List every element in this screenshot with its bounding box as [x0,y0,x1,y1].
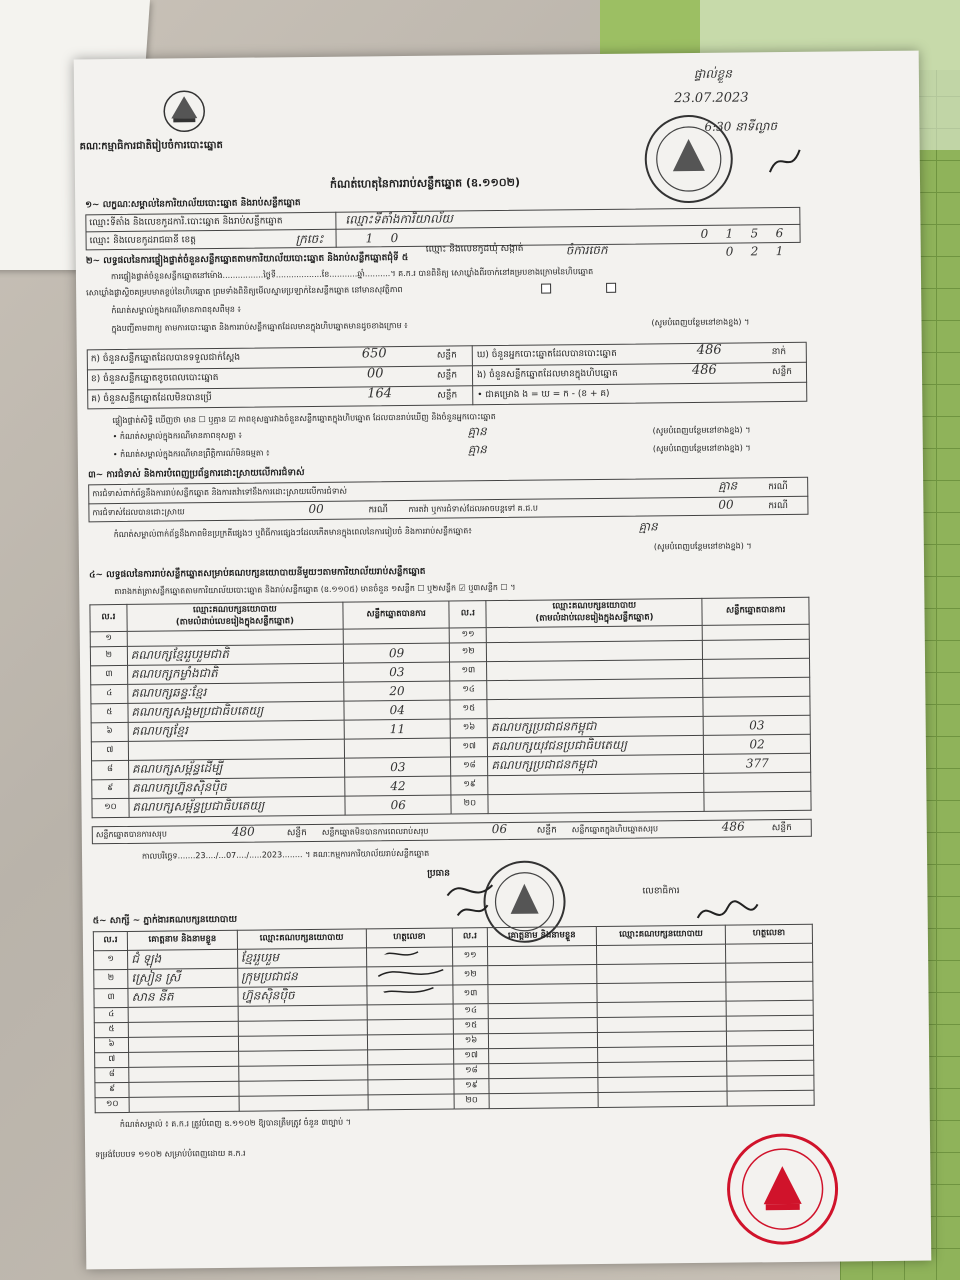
w-col-sig: ហត្ថលេខា [366,928,453,948]
table-cell [489,1078,599,1094]
table-cell [726,981,813,1001]
table-cell [487,946,597,966]
w-col-name: គោត្តនាម និងនាមខ្លួន [128,930,238,950]
section2-p6: • កំណត់សម្គាល់ក្នុងករណីមានភាពខុសគ្នា ៖ [112,430,243,442]
count-d-label: ឃ) ចំនួនអ្នកបោះឆ្នោតដែលបានបោះឆ្នោត [476,348,617,361]
table-cell: 11 [344,719,451,739]
table-cell [343,628,450,644]
table-cell: ២ [90,646,127,665]
commune-code-2: 1 [775,244,784,259]
col-party-header-right [486,598,702,627]
handwritten-time: 6:30 នាទីល្ងាច [704,119,778,134]
table-cell: ៣ [94,988,128,1007]
table-cell: ១៤ [450,681,487,700]
table-cell [238,1050,367,1066]
table-cell: គណបក្សខ្មែរ [128,720,344,741]
objection-row2b-unit: ករណី [768,501,789,512]
table-cell [597,1016,726,1032]
secretary-label: លេខាធិការ [642,886,680,897]
section4-heading: ៤~ លទ្ធផលនៃការរាប់សន្លឹកឆ្នោតសម្រាប់គណបក្សនយោបាយនីមួយៗតាមការិយាល័យរាប់សន្លឹកឆ្នោត [89,566,426,581]
table-cell: ១ [90,631,127,646]
table-cell [488,1003,598,1019]
table-cell: គណបក្សហ្វ៊ុនស៊ិនប៉ិច [129,777,345,798]
commune-value: ចំការចេក [565,242,608,258]
section3-note: កំណត់សម្គាល់ពាក់ព័ន្ធនឹងភាពមិនប្រក្រតីផ្សេងៗ ឬពិធីការផ្សេងៗដែលកើតមានក្នុងពេលនៃការរៀបចំ និងការរាប់សន្លឹកឆ្នោត៖ [113,526,472,540]
table-cell: ៨ [92,760,129,779]
table-cell: ៣ [91,665,128,684]
table-cell [488,1048,598,1064]
table-cell [727,1060,814,1076]
table-cell: 03 [343,662,450,682]
objection-row1-value: គ្មាន [718,478,738,493]
table-cell [488,773,704,794]
table-cell: ៥ [91,703,128,722]
count-a-unit: សន្លឹក [436,350,457,361]
table-cell [487,965,597,985]
section3-hint: (សូមបំពេញបន្ថែមនៅខាងខ្នង) ។ [653,541,752,552]
table-cell: 377 [704,753,811,773]
total-box-unit: សន្លឹក [771,822,792,834]
table-cell [598,1046,727,1062]
table-cell [726,1000,813,1016]
office-value: ឈ្មោះទីតាំងការិយាល័យ [345,211,453,227]
table-cell [597,1001,726,1017]
table-cell: 03 [344,757,451,777]
table-cell [597,944,726,964]
table-cell: ២០ [451,795,488,814]
table-cell [488,1033,598,1049]
checkbox-secure-no[interactable] [606,283,616,293]
province-label: ឈ្មោះ និងលេខកូដរាជធានី ខេត្ត [89,235,196,247]
table-cell [129,1066,239,1082]
table-cell [487,678,703,699]
checkbox-secure-yes[interactable] [541,283,551,293]
table-cell: ១ [94,950,128,969]
table-cell [598,1061,727,1077]
table-cell [129,1036,239,1052]
org-name: គណៈកម្មាធិការជាតិរៀបចំការបោះឆ្នោត [79,139,223,153]
section4-intro: តារាងកត់ត្រាសន្លឹកឆ្នោតតាមការិយាល័យបោះឆ្នោត និងរាប់សន្លឹកឆ្នោត (ឧ.១១០៥) មានចំនួន ១សន្លឹក ☐ ឬ២សន្លឹក ☑ ឬ៣សន្លឹក ☐ ។ [114,582,516,597]
ballot-count-form [74,51,932,1270]
chair-label: ប្រធាន [427,868,450,879]
table-cell: 20 [344,681,451,701]
table-cell [488,1018,598,1034]
total-box-value: 486 [721,819,745,834]
count-a-value: 650 [361,346,387,362]
table-cell: ៦ [94,1037,128,1052]
section2-p6-hint: (សូមបំពេញបន្ថែមនៅខាងខ្នង) ។ [652,425,751,436]
table-cell: ១៩ [451,776,488,795]
section2-heading: ២~ លទ្ធផលនៃការផ្ទៀងផ្ទាត់ចំនួនសន្លឹកឆ្នោតតាមការិយាល័យបោះឆ្នោត និងរាប់សន្លឹកឆ្នោតជុំទី ៥ [85,252,409,267]
table-cell: 04 [344,700,451,720]
table-cell [726,962,813,982]
table-cell [703,696,810,716]
table-cell [129,1051,239,1067]
objection-row1: ការជំទាស់ពាក់ព័ន្ធនឹងការរាប់សន្លឹកឆ្នោត និងការតវ៉ាទៅនឹងការដោះស្រាយលើការជំទាស់ [92,486,348,499]
section1-heading: ១~ លក្ខណៈសម្គាល់នៃការិយាល័យបោះឆ្នោត និងរាប់សន្លឹកឆ្នោត [85,198,301,211]
table-cell [367,1004,454,1020]
witness-table [93,924,815,1114]
count-b-unit: សន្លឹក [436,370,458,381]
objection-row2b: ការតវ៉ា ឬការជំទាស់ដែលអាចបន្តទៅ គ.ជ.ប [408,503,538,514]
table-cell [703,624,810,640]
table-cell: ១៦ [451,719,488,738]
table-cell [128,1006,238,1022]
col-party-subtitle-right: (តាមលំដាប់លេខរៀងក្នុងសន្លឹកឆ្នោត) [535,612,654,624]
total-valid-unit: សន្លឹក [286,828,307,839]
table-cell [726,1015,813,1031]
section2-p7-hint: (សូមបំពេញបន្ថែមនៅខាងខ្នង) ។ [652,443,751,454]
nec-logo-icon [159,88,209,135]
table-cell: ១៥ [454,1019,488,1034]
table-cell: ៩ [95,1082,129,1097]
col-party-subtitle: (តាមលំដាប់លេខរៀងក្នុងសន្លឹកឆ្នោត) [175,616,295,628]
section2-p5: ផ្ទៀងផ្ទាត់សិទ្ធិ ឃើញថា មាន ☐ ឬគ្មាន ☑ ភាពខុសគ្នារវាងចំនួនសន្លឹកឆ្នោតក្នុងហិបឆ្នោត ដែលបានរាប់ឃើញ និងចំនួនអ្នកបោះឆ្នោត [112,412,496,426]
table-cell [367,1019,454,1035]
total-box-label: សន្លឹកឆ្នោតក្នុងហិបឆ្នោតសរុប [571,824,659,835]
handwritten-note: ផ្ទាល់ខ្លួន [693,66,733,81]
table-cell [239,1095,368,1111]
table-cell [129,1096,239,1112]
table-cell [704,791,811,811]
col-party-title-right: ឈ្មោះគណបក្សនយោបាយ [552,600,637,612]
table-cell [488,984,598,1004]
office-code-0: 0 [700,226,709,241]
section2-p1: ការផ្ទៀងផ្ទាត់ចំនួនសន្លឹកឆ្នោតនៅម៉ោង................ថ្ងៃទី..................ខែ...........ឆ្នាំ..........។ គ.ក.រ បានពិនិត្យ សោឃ្លាំងពីរចាក់នៅគម្របខាងក្រោមនៃហិបឆ្នោត [110,267,594,282]
table-cell: ១១ [453,947,487,966]
table-cell: 03 [704,715,811,735]
table-cell: ស្រៀន ស្រី [128,968,238,988]
table-cell [703,677,810,697]
total-invalid-value: 06 [491,821,508,837]
objection-row2-unit: ករណី [368,505,389,516]
w-col-party: ឈ្មោះគណបក្សនយោបាយ [237,929,366,949]
commune-label: ឈ្មោះ និងលេខកូដឃុំ សង្កាត់ [425,243,524,255]
table-cell [703,658,810,678]
form-title: កំណត់ហេតុនៃការរាប់សន្លឹកឆ្នោត (ឧ.១១០២) [329,175,521,191]
count-c-unit: សន្លឹក [437,390,458,401]
table-cell: ៧ [95,1052,129,1067]
section2-p2: សោឃ្លាំងផ្លាស្ទិចគម្របមាតខ្ចប់នៃហិបឆ្នោត ព្រមទាំងពិនិត្យមើលស្នាមប្រឡាក់នៃសន្លឹកឆ្នោត នៅមានសុវត្ថិភាព [86,285,403,298]
section5-heading: ៥~ សាក្សី ~ ភ្នាក់ងារគណបក្សនយោបាយ [92,914,238,927]
red-official-stamp-icon [725,1131,841,1247]
table-cell: 09 [343,643,450,663]
table-cell [488,792,704,813]
total-invalid-unit: សន្លឹក [536,825,557,836]
count-formula: • ជាគម្រោង ង = ឃ = ក - (ខ + គ) [477,388,610,401]
office-code-1: 1 [725,226,734,241]
table-cell [487,640,703,661]
party-results-table [89,597,811,819]
table-cell [488,1063,598,1079]
table-cell [367,1049,454,1065]
table-cell: ១៧ [451,738,488,757]
col-votes-header: សន្លឹកឆ្នោតបានការ [343,601,450,629]
table-cell: ១៣ [453,985,487,1004]
table-cell [238,1005,367,1021]
table-cell: គណបក្សឆន្ទៈខ្មែរ [128,682,344,703]
section2-p3: កំណត់សម្គាល់ក្នុងករណីមានភាពខុសពីមុន ៖ [111,304,242,316]
col-party-header [127,602,343,631]
section2-p7-value: គ្មាន [467,442,487,457]
table-cell [344,738,451,758]
section3-note-value: គ្មាន [638,519,658,534]
count-a-label: ក) ចំនួនសន្លឹកឆ្នោតដែលបានទទួលជាក់ស្តែង [90,352,241,365]
table-cell: ១០ [95,1097,129,1112]
office-code-3: 6 [775,226,784,241]
table-cell [238,1035,367,1051]
table-cell [239,1080,368,1096]
w-col-no: ល.រ [93,931,127,950]
table-cell: គណបក្សកម្លាំងជាតិ [127,663,343,684]
count-d-value: 486 [696,342,722,358]
count-e-unit: សន្លឹក [771,366,793,378]
section2-hint: (សូមបំពេញបន្ថែមនៅខាងខ្នង) ។ [651,317,750,328]
table-cell: ១៨ [454,1064,488,1079]
table-cell: ៤ [91,684,128,703]
w-col-party-right: ឈ្មោះគណបក្សនយោបាយ [597,925,726,945]
table-cell: 06 [345,795,452,815]
official-stamp-top-icon [642,113,735,206]
table-cell [727,1075,814,1091]
table-cell: គណបក្សប្រជាជនកម្ពុជា [488,754,704,775]
section5-note: កំណត់សម្គាល់ ៖ គ.ក.រ ត្រូវបំពេញ ឧ.១១០២ ឱ្យបានត្រឹមត្រូវ ចំនួន ៣ច្បាប់ ។ [119,1117,352,1130]
objection-row2b-value: 00 [718,497,734,512]
table-cell: ១១ [450,628,487,643]
count-d-unit: នាក់ [771,347,787,358]
section2-p6-value: គ្មាន [467,424,487,439]
table-cell: ២០ [455,1094,489,1109]
count-c-value: 164 [367,386,393,402]
table-cell [726,1030,813,1046]
table-cell [597,982,726,1002]
table-cell [238,1020,367,1036]
table-cell [489,1093,599,1109]
count-e-label: ង) ចំនួនសន្លឹកឆ្នោតដែលមានក្នុងហិបឆ្នោត [476,368,618,381]
table-cell: ហ្វ៊ុនស៊ិនប៉ិច [238,986,367,1006]
table-cell: ៦ [91,722,128,741]
commune-code-1: 2 [750,244,759,259]
table-cell: គណបក្សខ្មែររួបរួមជាតិ [127,644,343,665]
signature-mark-icon [765,142,805,182]
table-cell: ១៩ [454,1079,488,1094]
table-cell [727,1045,814,1061]
table-cell: ១២ [450,643,487,662]
province-code-0: 1 [365,231,374,246]
office-label: ឈ្មោះទីតាំង និងលេខកូដការិ.បោះឆ្នោត និងរាប់សន្លឹកឆ្នោត [89,216,283,229]
count-b-label: ខ) ចំនួនសន្លឹកឆ្នោតខូចពេលបោះឆ្នោត [90,372,219,385]
handwritten-date: 23.07.2023 [674,90,749,107]
section2-p7: • កំណត់សម្គាល់ក្នុងករណីមានព្រឹត្តិការណ៍មិនធម្មតា ៖ [112,448,270,460]
table-cell [129,1081,239,1097]
col-party-title: ឈ្មោះគណបក្សនយោបាយ [192,604,277,616]
table-cell: ១៨ [451,757,488,776]
table-cell [703,639,810,659]
table-cell [598,1031,727,1047]
w-col-no-right: ល.រ [453,928,487,947]
w-col-name-right: គោត្តនាម និងនាមខ្លួន [487,927,597,947]
section3-heading: ៣~ ការជំទាស់ និងការបំពេញប្រព័ន្ធការដោះស្រាយលើការជំទាស់ [87,468,305,481]
total-valid-label: សន្លឹកឆ្នោតបានការសរុប [95,829,167,840]
table-cell: សាន នីត [128,987,238,1007]
count-e-value: 486 [691,362,717,378]
table-cell: ៥ [94,1022,128,1037]
table-cell: គណបក្សសម្ព័ន្ធដើម្បី [128,758,344,779]
total-invalid-label: សន្លឹកឆ្នោតមិនបានការពេលរាប់សរុប [321,826,429,837]
table-cell: គណបក្សសង្គមប្រជាធិបតេយ្យ [128,701,344,722]
form-footer: ទម្រង់បែបបទ ១១០២ សម្រាប់បំពេញដោយ គ.ក.រ [95,1148,246,1160]
table-cell: ៧ [91,741,128,760]
table-cell: ខ្មែររួបរួម [237,948,366,968]
province-code-1: 0 [390,231,399,246]
table-cell: 42 [345,776,452,796]
table-cell [487,659,703,680]
table-cell [598,1076,727,1092]
table-cell: 02 [704,734,811,754]
table-cell: ១៧ [454,1049,488,1064]
table-cell [598,1091,727,1107]
table-cell: ក្រុមប្រជាជន [237,967,366,987]
table-cell: ៩ [92,779,129,798]
table-cell: គណបក្សសម្ព័ន្ធប្រជាធិបតេយ្យ [129,796,345,817]
section2-p4: ក្នុងបញ្ជីតាមពាក្យ តាមការបោះឆ្នោត និងការរាប់សន្លឹកឆ្នោតដែលមានក្នុងហិបឆ្នោតមានដូចខាងក្រោម ៖ [111,320,408,334]
table-cell [238,1065,367,1081]
table-cell: ជំ ឡុង [128,949,238,969]
table-cell: ១២ [453,966,487,985]
table-cell [487,697,703,718]
table-cell [367,1034,454,1050]
province-value: ក្រចេះ [295,231,324,247]
table-cell: គណបក្សយុវជនប្រជាធិបតេយ្យ [488,735,704,756]
table-cell: ១៥ [450,700,487,719]
total-valid-value: 480 [231,824,255,839]
w-col-sig-right: ហត្ថលេខា [725,924,812,944]
table-cell: ១៦ [454,1034,488,1049]
table-cell [726,943,813,963]
col-votes-header-right: សន្លឹកឆ្នោតបានការ [702,597,809,625]
table-cell: ៨ [95,1067,129,1082]
col-no-header-right: ល.រ [449,601,486,628]
table-cell: ១៤ [454,1004,488,1019]
table-cell [128,739,344,760]
table-cell: ៤ [94,1007,128,1022]
table-cell: ១០ [92,798,129,817]
table-cell [367,1064,454,1080]
date-line: កាលបរិច្ឆេទ.......23..../...07..../.....2023........ ។ គណៈកម្មការការិយាល័យរាប់សន្លឹកឆ្នោត [141,848,430,861]
table-cell: ២ [94,969,128,988]
col-no-header: ល.រ [90,604,127,631]
objection-row1-unit: ករណី [768,482,788,493]
office-code-2: 5 [750,226,759,241]
table-cell: គណបក្សប្រជាជនកម្ពុជា [487,716,703,737]
table-cell: ១៣ [450,662,487,681]
table-cell [367,1079,454,1095]
table-cell [597,963,726,983]
totals-row [92,819,812,845]
count-c-label: គ) ចំនួនសន្លឹកឆ្នោតដែលមិនបានប្រើ [91,393,212,405]
objection-row2-value: 00 [308,501,324,517]
commune-code-0: 0 [725,244,734,259]
table-cell [727,1090,814,1106]
table-cell [128,1021,238,1037]
table-cell [368,1094,455,1110]
table-cell [704,772,811,792]
objection-row2: ការជំទាស់ដែលបានដោះស្រាយ [92,507,185,518]
count-b-value: 00 [366,366,384,382]
